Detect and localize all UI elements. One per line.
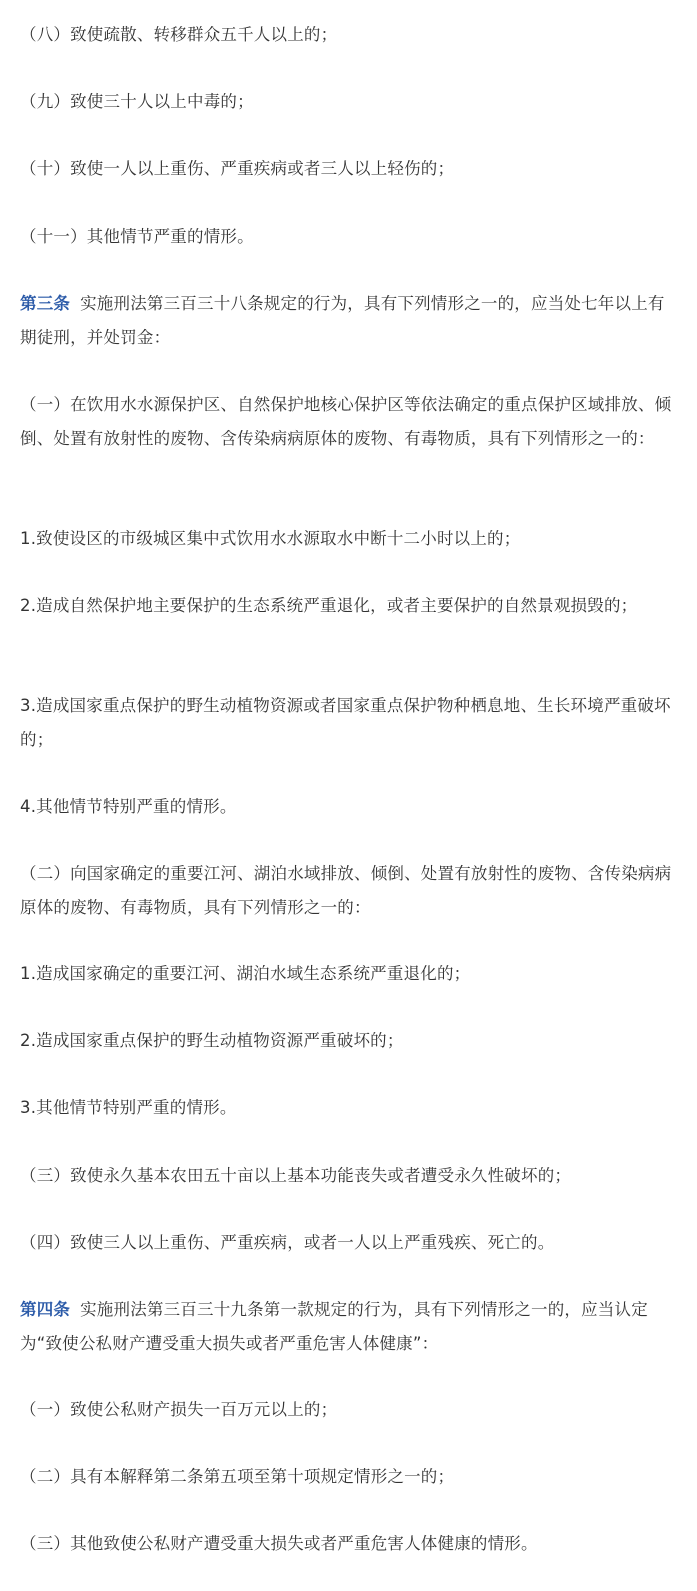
- article-3-clause-2-item-1: 1.造成国家确定的重要江河、湖泊水域生态系统严重退化的；: [20, 964, 471, 983]
- article-3-text: 实施刑法第三百三十八条规定的行为，具有下列情形之一的，应当处七年以上有期徒刑，并处罚金：: [20, 294, 665, 347]
- paragraph-item-11: （十一）其他情节严重的情形。: [20, 227, 254, 246]
- article-3-clause-1-item-1: 1.致使设区的市级城区集中式饮用水水源取水中断十二小时以上的；: [20, 529, 521, 548]
- article-3-clause-1-item-3: 3.造成国家重点保护的野生动植物资源或者国家重点保护物种栖息地、生长环境严重破坏的；: [20, 696, 671, 749]
- article-3-clause-4: （四）致使三人以上重伤、严重疾病，或者一人以上严重残疾、死亡的。: [20, 1233, 555, 1252]
- article-3: [20, 287, 680, 355]
- paragraph-item-9: （九）致使三十人以上中毒的；: [20, 92, 254, 111]
- article-3-clause-2: （二）向国家确定的重要江河、湖泊水域排放、倾倒、处置有放射性的废物、含传染病病原体的废物、有毒物质，具有下列情形之一的：: [20, 864, 672, 917]
- article-3-clause-1-item-2: 2.造成自然保护地主要保护的生态系统严重退化，或者主要保护的自然景观损毁的；: [20, 596, 638, 615]
- article-3-clause-3: （三）致使永久基本农田五十亩以上基本功能丧失或者遭受永久性破坏的；: [20, 1166, 572, 1185]
- article-3-clause-1: （一）在饮用水水源保护区、自然保护地核心保护区等依法确定的重点保护区域排放、倾倒、处置有放射性的废物、含传染病病原体的废物、有毒物质，具有下列情形之一的：: [20, 395, 672, 448]
- article-4-clause-1: （一）致使公私财产损失一百万元以上的；: [20, 1400, 338, 1419]
- article-4-heading: 第四条: [20, 1300, 71, 1319]
- article-3-clause-1-item-4: 4.其他情节特别严重的情形。: [20, 797, 237, 816]
- article-4-clause-3: （三）其他致使公私财产遭受重大损失或者严重危害人体健康的情形。: [20, 1534, 538, 1553]
- article-3-clause-2-item-3: 3.其他情节特别严重的情形。: [20, 1098, 237, 1117]
- paragraph-item-8: （八）致使疏散、转移群众五千人以上的；: [20, 25, 338, 44]
- article-4-clause-2: （二）具有本解释第二条第五项至第十项规定情形之一的；: [20, 1467, 455, 1486]
- article-3-heading: 第三条: [20, 294, 71, 313]
- article-4: [20, 1293, 680, 1361]
- article-4-text: 实施刑法第三百三十九条第一款规定的行为，具有下列情形之一的，应当认定为“致使公私财产遭受重大损失或者严重危害人体健康”：: [20, 1300, 648, 1353]
- paragraph-item-10: （十）致使一人以上重伤、严重疾病或者三人以上轻伤的；: [20, 159, 455, 178]
- article-3-clause-2-item-2: 2.造成国家重点保护的野生动植物资源严重破坏的；: [20, 1031, 404, 1050]
